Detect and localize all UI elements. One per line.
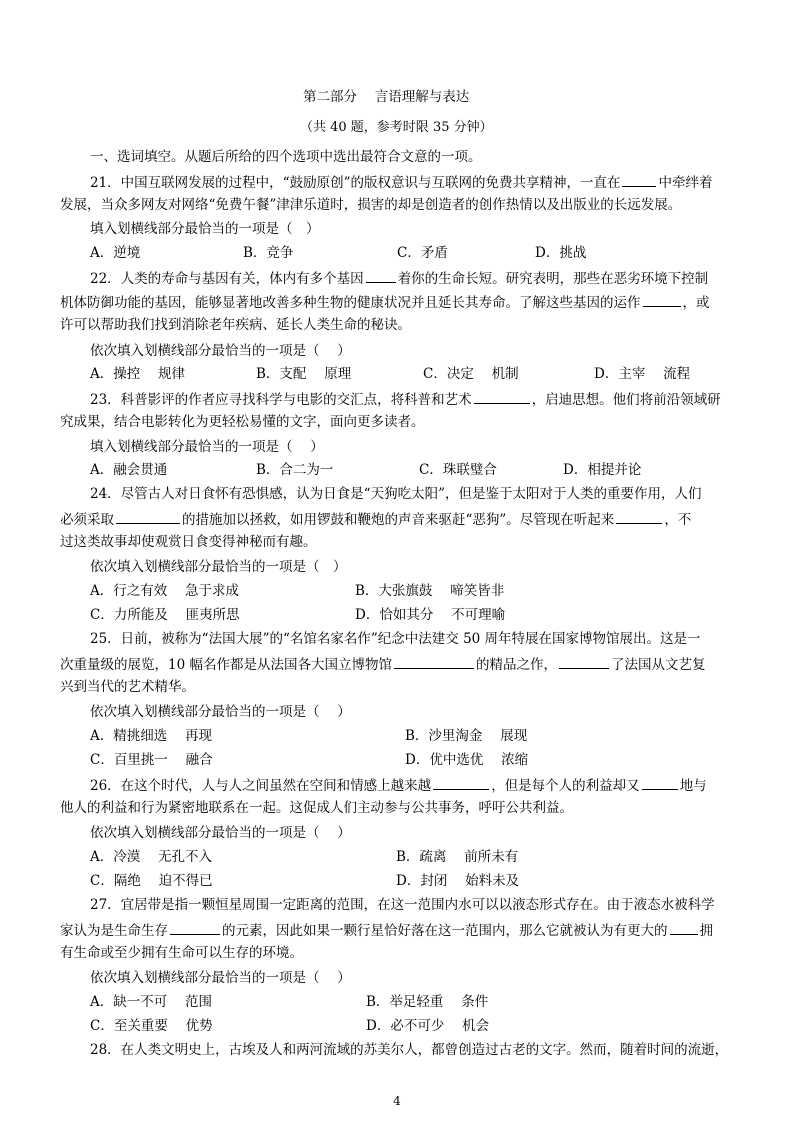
q24-blank-2 [616,509,662,524]
q27-option-b[interactable]: B．举足轻重 条件 [366,994,489,1010]
q26-text-b: ，但是每个人的利益却又 [491,778,640,794]
q22-blank-1 [366,268,396,283]
q23-line1 [90,389,721,409]
q23-option-a[interactable]: A．融会贯通 [90,462,168,478]
q27-line3: 有生命或至少拥有生命可以生存的环境。 [60,945,303,961]
q25-option-d[interactable]: D．优中选优 浓缩 [405,752,529,768]
q23-option-d[interactable]: D．相提并论 [563,462,642,478]
q25-option-a[interactable]: A．精挑细选 再现 [90,728,213,744]
q25-text-b: 的精品之作， [475,657,557,673]
q26-blank-2 [642,775,678,790]
q24-option-d[interactable]: D．恰如其分 不可理喻 [355,607,506,623]
q21-text-b: 中牵绊着 [658,175,713,191]
q24-option-b[interactable]: B．大张旗鼓 啼笑皆非 [355,583,505,599]
q26-text-c: 地与 [679,778,707,794]
q22-blank-2 [643,292,681,307]
q21-prompt: 填入划横线部分最恰当的一项是（ ） [90,221,320,237]
q24-line3: 过这类故事却使观赏日食变得神秘而有趣。 [60,534,317,550]
q25-text-c: 了法国从文艺复 [610,657,706,673]
q23-text-a: 23．科普影评的作者应寻找科学与电影的交汇点，将科普和艺术 [90,392,472,408]
q26-line2: 他人的利益和行为紧密地联系在一起。这促成人们主动参与公共事务，呼吁公共利益。 [60,800,573,816]
q22-line3: 许可以帮助我们找到消除老年疾病、延长人类生命的秘诀。 [60,317,411,333]
q25-text-a: 次重量级的展览，10 幅名作都是从法国各大国立博物馆 [60,657,392,673]
q23-prompt: 填入划横线部分最恰当的一项是（ ） [90,439,324,455]
q26-prompt: 依次填入划横线部分最恰当的一项是（ ） [90,825,351,841]
q22-line2 [60,292,710,312]
q24-option-c[interactable]: C．力所能及 匪夷所思 [90,607,240,623]
q22-line1 [90,268,708,288]
q22-text-d: ，或 [682,295,710,311]
q21-line2: 发展，当众多网友对网络“免费午餐”津津乐道时，损害的却是创造者的创作热情以及出版业的长远发展。 [60,197,682,213]
instruction: 一、选词填空。从题后所给的四个选项中选出最符合文意的一项。 [90,149,482,165]
q23-line2: 究成果，结合电影转化为更轻松易懂的文字，面向更多读者。 [60,414,425,430]
q26-text-a: 26．在这个时代，人与人之间虽然在空间和情感上越来越 [90,778,432,794]
q25-blank-2 [559,654,609,669]
q22-text-b: 着你的生命长短。研究表明，那些在恶劣环境下控制 [397,271,709,287]
q25-prompt: 依次填入划横线部分最恰当的一项是（ ） [90,704,351,720]
q27-blank-1 [170,920,220,935]
q24-prompt: 依次填入划横线部分最恰当的一项是（ ） [90,559,347,575]
q26-option-d[interactable]: D．封闭 始料未及 [396,873,520,889]
q26-option-a[interactable]: A．冷漠 无孔不入 [90,849,213,865]
q27-option-c[interactable]: C．至关重要 优势 [90,1018,213,1034]
q25-blank-1 [394,654,474,669]
q27-option-a[interactable]: A．缺一不可 范围 [90,994,213,1010]
q25-line1: 25．日前，被称为“法国大展”的“名馆名家名作”纪念中法建交 50 周年特展在国家博物馆展出。这是一 [90,631,701,647]
q27-prompt: 依次填入划横线部分最恰当的一项是（ ） [90,970,351,986]
section-title: 第二部分 言语理解与表达 [303,89,470,105]
q23-text-b: ，启迪思想。他们将前沿领域研 [531,392,721,408]
q23-blank [474,389,530,404]
q21-option-d[interactable]: D．挑战 [535,245,587,261]
q22-text-c: 机体防御功能的基因，能够显著地改善多种生物的健康状况并且延长其寿命。了解这些基因的运作 [60,295,641,311]
q21-option-b[interactable]: B．竞争 [243,245,294,261]
q26-blank-1 [433,775,489,790]
q27-text-b: 的元素，因此如果一颗行星恰好落在这一范围内，那么它就被认为有更大的 [222,923,668,939]
q26-line1 [90,775,707,795]
q25-option-b[interactable]: B．沙里淘金 展现 [405,728,528,744]
q24-text-b: 的措施加以拯救，如用锣鼓和鞭炮的声音来驱赶“恶狗”。尽管现在听起来 [182,512,615,528]
q25-option-c[interactable]: C．百里挑一 融合 [90,752,213,768]
q28-line1: 28．在人类文明史上，古埃及人和两河流域的苏美尔人，都曾创造过古老的文字。然而，随着时间的流逝， [90,1042,729,1058]
q23-option-c[interactable]: C．珠联璧合 [419,462,497,478]
q26-option-b[interactable]: B．疏离 前所未有 [396,849,519,865]
q21-option-c[interactable]: C．矛盾 [397,245,448,261]
q22-text-a: 22．人类的寿命与基因有关，体内有多个基因 [90,271,364,287]
section-subtitle: （共 40 题，参考时限 35 分钟） [300,120,493,135]
q21-option-a[interactable]: A．逆境 [90,245,141,261]
q27-option-d[interactable]: D．必不可少 机会 [366,1018,490,1034]
q24-line2 [60,509,691,529]
q22-prompt: 依次填入划横线部分最恰当的一项是（ ） [90,343,351,359]
q27-line2 [60,920,713,940]
q27-line1: 27．宜居带是指一颗恒星周围一定距离的范围，在这一范围内水可以以液态形式存在。由于液态水被科学 [90,897,715,913]
page-number: 4 [393,1094,401,1108]
q21-line1 [90,172,712,192]
q26-option-c[interactable]: C．隔绝 迫不得已 [90,873,213,889]
q21-blank [622,172,656,187]
q24-text-a: 必须采取 [60,512,114,528]
q24-text-c: ，不 [664,512,692,528]
q27-text-a: 家认为是生命生存 [60,923,168,939]
q21-text-a: 21．中国互联网发展的过程中，“鼓励原创”的版权意识与互联网的免费共享精神，一直在 [90,175,621,191]
q22-option-b[interactable]: B．支配 原理 [256,366,352,382]
q27-blank-2 [670,920,698,935]
q24-option-a[interactable]: A．行之有效 急于求成 [90,583,240,599]
q22-option-c[interactable]: C．决定 机制 [423,366,519,382]
q25-line2 [60,654,705,674]
q27-text-c: 拥 [699,923,713,939]
q25-line3: 兴到当代的艺术精华。 [60,679,195,695]
q24-blank-1 [116,509,180,524]
q24-line1: 24．尽管古人对日食怀有恐惧感，认为日食是“天狗吃太阳”，但是鉴于太阳对于人类的重要作用，人们 [90,486,702,502]
q22-option-d[interactable]: D．主宰 流程 [594,366,691,382]
q22-option-a[interactable]: A．操控 规律 [90,366,186,382]
q23-option-b[interactable]: B．合二为一 [256,462,334,478]
